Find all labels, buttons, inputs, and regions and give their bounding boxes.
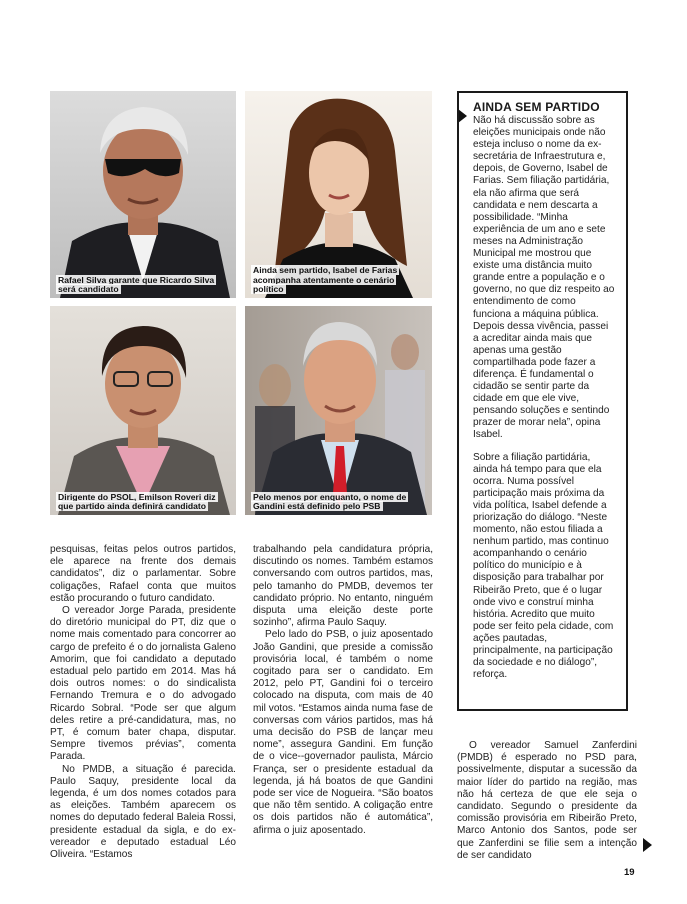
article-paragraph: Pelo lado do PSB, o juiz aposentado João Gandini, que preside a comissão provisória local, é também o nome cogitado para ser o candidato. Em 2012, pelo PT, Gandini foi o terceiro colocado na disputa, com mais de 40 mil votos. “Estamos ainda numa fase de conversas com vários partidos, mas há uma decisão do PSB de lançar meu nome”, assegura Gandini. Em função de o vice--governador paulista, Márcio França, ser o presidente estadual da legenda, já há boatos de que Gandini pode ser vice de Nogueira. “São boatos que não têm sentido. A coligação entre os dois partidos não é automática”, afirma o juiz aposentado. [253,629,433,836]
article-paragraph: O vereador Samuel Zanferdini (PMDB) é esperado no PSD para, possivelmente, disputar a sucessão da maior líder do partido na região, mas não há certeza de que ele seja o candidato. Segundo o presidente da comissão provisória em Ribeirão Preto, Marco Antonio dos Santos, pode ser que Zanferdini se filie sem a intenção de ser candidato [457,740,637,861]
photo-joao-gandini [245,306,432,515]
page-number: 19 [624,867,635,878]
rafael-silva-image [50,91,236,298]
article-column-3 [457,740,637,862]
caption-gandini: Pelo menos por enquanto, o nome de Gandini está definido pelo PSB [253,491,407,512]
article-paragraph: No PMDB, a situação é parecida. Paulo Saquy, presidente local da legenda, é um dos nomes cotados para as eleições. Também aparecem os nomes do deputado federal Baleia Rossi, presidente estadual da sigla, e do ex-vereador e deputado estadual Léo Oliveira. “Estamos [50,763,236,861]
article-column-1 [50,544,236,861]
sidebar-title: AINDA SEM PARTIDO [473,100,600,114]
article-paragraph: pesquisas, feitas pelos outros partidos, ele aparece na frente dos demais candidatos”, diz o parlamentar. Sobre coligações, Rafael conta que muitos estão procurando o futuro candidato. [50,544,236,604]
photo-rafael-silva [50,91,236,298]
article-paragraph: O vereador Jorge Parada, presidente do diretório municipal do PT, diz que o nome mais comentado para concorrer ao cargo de prefeito é o do jornalista Galeno Amorim, que foi candidato a deputado estadual pelo partido em 2014. Mas há dois outros nomes: o do sindicalista Fernando Tremura e o do advogado Ricardo Sobral. “Pode ser que algum deles retire a pré-candidatura, mas, no PT, é comum bater chapa, disputar. Sempre tivemos prévias”, comenta Parada. [50,605,236,763]
sidebar-box [457,91,628,711]
emilson-roveri-image [50,306,236,515]
photo-isabel-farias [245,91,432,298]
caption-emilson: Dirigente do PSOL, Emilson Roveri diz que partido ainda definirá candidato [58,491,216,512]
article-paragraph: trabalhando pela candidatura própria, discutindo os nomes. Também estamos conversando com outros partidos, mas, pelo tamanho do PMDB, devemos ter candidato próprio. No entanto, ninguém disputa uma eleição deste porte sozinho”, afirma Paulo Saquy. [253,544,433,629]
caption-rafael: Rafael Silva garante que Ricardo Silva será candidato [58,274,215,295]
sidebar-paragraph: Não há discussão sobre as eleições municipais onde não esteja incluso o nome da ex-secretária de Infraestrutura e, depois, de Governo, Isabel de Farias. Sem filiação partidária, ela não afirma que será candidata e nem descarta a possibilidade. “Minha experiência de um ano e sete meses na Administração Municipal me mostrou que existe uma distância muito grande entre a população e o governo, no que diz respeito ao entendimento de como funciona a máquina pública. Depois dessa vivência, passei a acreditar ainda mais que apenas uma gestão compartilhada pode fazer a diferença. É fundamental o cidadão se sentir parte da cidade em que ele vive, pensando soluções e sentindo prazer de morar nela”, opina Isabel. [473,115,615,441]
caption-isabel: Ainda sem partido, Isabel de Farias acompanha atentamente o cenário político [253,265,398,295]
photo-emilson-roveri [50,306,236,515]
article-column-2 [253,544,433,837]
joao-gandini-image [245,306,432,515]
sidebar-paragraph: Sobre a filiação partidária, ainda há tempo para que ela ocorra. Numa possível participação mais próxima da vida política, Isabel defende a priorização do diálogo. “Neste momento, não estou filiada a nenhum partido, mas continuo acompanhando o cenário político do município e à disposição para trabalhar por Ribeirão Preto, que é o lugar onde vivo e construí minha história. Acredito que muito pode ser feito pela cidade, com ações pautadas, principalmente, na participação da sociedade e no diálogo”, reforça. [473,451,614,681]
continue-arrow-icon [643,838,652,852]
